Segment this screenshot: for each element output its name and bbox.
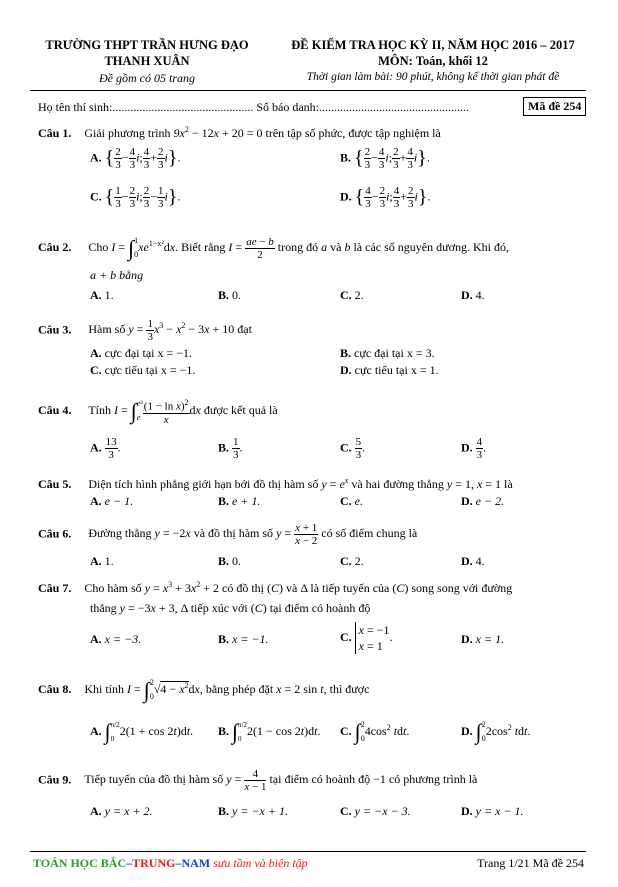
brand-nam: NAM <box>181 856 211 870</box>
q9-answer-b[interactable]: B. y = −x + 1. <box>218 804 288 818</box>
q7-answer-d[interactable]: D. x = 1. <box>461 632 505 646</box>
q3-answer-a[interactable]: A. cực đại tại x = −1. <box>90 346 193 360</box>
q7-answer-b[interactable]: B. x = −1. <box>218 632 269 646</box>
q8-answer-c[interactable]: C. ∫2 $04\cos^2$ tdt. <box>340 719 410 744</box>
q8-answer-d[interactable]: D. ∫2 $02\cos^2$ tdt. <box>461 719 531 744</box>
student-line <box>38 100 469 115</box>
q1-answer-b[interactable]: B. { $\frac{2}{3}$ − $\frac{4}{3}$ i; $\frac{2}{3}$ + $\frac{4}{3}$ i}. <box>340 146 430 171</box>
exam-code-box: Mã đề 254 <box>523 97 586 116</box>
q4-answer-d[interactable]: D. $\frac{4}{3}$ . <box>461 436 487 461</box>
question-2: Câu 2. Cho I = ∫1 $0xe^{1-x^2}dx$. Biết rằng I = $\frac{ae - b}{2}$ trong đó a và b là các số nguyên dương. Khi đó, <box>38 235 509 261</box>
question-7: Câu 7. Cho hàm số $y = x^3 + 3x^2 + 2$ có đồ thị (C) và Δ là tiếp tuyến của (C) song song với đường <box>38 580 513 595</box>
footer-divider <box>30 851 586 852</box>
q5-answer-a[interactable]: A. e − 1. <box>90 494 134 508</box>
q5-answer-b[interactable]: B. e + 1. <box>218 494 261 508</box>
question-label: Câu 1. <box>38 126 72 140</box>
q3-answer-b[interactable]: B. cực đại tại x = 3. <box>340 346 435 360</box>
q8-answer-a[interactable]: A. ∫π/2 02(1 + cos 2t)dt. <box>90 719 194 744</box>
question-4: Câu 4. Tính I = ∫e² e $\frac{(1 - \ln x)^2}{x}$ dx được kết quả là <box>38 398 278 426</box>
brand-bac: TOÁN HỌC BẮC <box>33 856 127 870</box>
q5-answer-c[interactable]: C. e. <box>340 494 363 508</box>
q2-answer-a[interactable]: A. 1. <box>90 288 114 302</box>
q6-answer-c[interactable]: C. 2. <box>340 554 364 568</box>
q3-answer-d[interactable]: D. cực tiểu tại x = 1. <box>340 363 439 377</box>
q7-answer-a[interactable]: A. x = −3. <box>90 632 142 646</box>
q6-answer-d[interactable]: D. 4. <box>461 554 485 568</box>
q2-answer-c[interactable]: C. 2. <box>340 288 364 302</box>
header-divider <box>30 90 586 91</box>
pages-note: Đề gồm có 05 trang <box>99 71 195 85</box>
q2-answer-b[interactable]: B. 0. <box>218 288 242 302</box>
q9-answer-a[interactable]: A. y = x + 2. <box>90 804 153 818</box>
footer-brand: TOÁN HỌC BẮC–TRUNG–NAM sưu tầm và biên tập <box>33 856 308 870</box>
page-info: Trang 1/21 Mã đề 254 <box>477 856 584 870</box>
brand-note: sưu tầm và biên tập <box>210 856 308 870</box>
q6-answer-b[interactable]: B. 0. <box>218 554 242 568</box>
q1-answer-d[interactable]: D. { $\frac{4}{3}$ − $\frac{2}{3}$ i; $\frac{4}{3}$ + $\frac{2}{3}$ i}. <box>340 185 431 210</box>
q1-answer-a[interactable]: A. { $\frac{2}{3}$ − $\frac{4}{3}$ i; $\frac{4}{3}$ + $\frac{2}{3}$ i}. <box>90 146 181 171</box>
q4-answer-c[interactable]: C. $\frac{5}{3}$ . <box>340 436 366 461</box>
question-3: Câu 3. Hàm số y = $\frac{1}{3}$ $x^3 - x^2 - 3x + 10$ đạt <box>38 318 252 343</box>
school-district: THANH XUÂN <box>104 54 190 68</box>
q3-answer-c[interactable]: C. cực tiểu tại x = −1. <box>90 363 196 377</box>
question-6: Câu 6. Đường thẳng y = −2x và đồ thị hàm số y = $\frac{x + 1}{x - 2}$ có số điểm chung là <box>38 522 418 547</box>
question-8: Câu 8. Khi tính I = ∫2 $0√4 - x^2dx$, bằng phép đặt x = 2 sin t, thì được <box>38 677 370 702</box>
question-9: Câu 9. Tiếp tuyến của đồ thị hàm số y = $\frac{4}{x - 1}$ tại điểm có hoành độ −1 có phương trình là <box>38 768 478 793</box>
question-5: Câu 5. Diện tích hình phẳng giới hạn bởi đồ thị hàm số $y = e^x$ và hai đường thẳng y = 1, x = 1 là <box>38 476 513 491</box>
exam-subject: MÔN: Toán, khối 12 <box>378 54 488 68</box>
school-name: TRƯỜNG THPT TRẦN HƯNG ĐẠO <box>45 38 249 52</box>
q9-answer-d[interactable]: D. y = x − 1. <box>461 804 524 818</box>
q9-answer-c[interactable]: C. y = −x − 3. <box>340 804 411 818</box>
question-2-line2: a + b bằng <box>90 268 144 282</box>
q6-answer-a[interactable]: A. 1. <box>90 554 114 568</box>
q4-answer-a[interactable]: A. $\frac{13}{3}$ . <box>90 436 121 461</box>
q4-answer-b[interactable]: B. $\frac{1}{3}$ . <box>218 436 243 461</box>
name-label: Họ tên thí sinh: <box>38 100 113 114</box>
time-note: Thời gian làm bài: 90 phút, không kể thời gian phát đề <box>306 71 560 83</box>
q2-answer-d[interactable]: D. 4. <box>461 288 485 302</box>
id-field[interactable]: .................................................. <box>319 100 470 114</box>
brand-trung: TRUNG <box>132 856 176 870</box>
q7-answer-c[interactable]: C. x = −1 x = 1. <box>340 623 393 653</box>
q5-answer-d[interactable]: D. e − 2. <box>461 494 505 508</box>
exam-title: ĐỀ KIỂM TRA HỌC KỲ II, NĂM HỌC 2016 – 2017 <box>291 38 575 52</box>
name-field[interactable]: ............................................... <box>112 100 254 114</box>
question-1: Câu 1. Giải phương trình $9x^2 - 12x + 20 = 0$ trên tập số phức, được tập nghiệm là <box>38 125 441 140</box>
question-7-line2: thẳng y = −3x + 3, Δ tiếp xúc với (C) tại điểm có hoành độ <box>90 601 371 615</box>
q8-answer-b[interactable]: B. ∫π/2 02(1 − cos 2t)dt. <box>218 719 321 744</box>
id-label: Số báo danh: <box>256 100 320 114</box>
q1-answer-c[interactable]: C. { $\frac{1}{3}$ − $\frac{2}{3}$ i; $\frac{2}{3}$ − $\frac{1}{3}$ i}. <box>90 185 181 210</box>
